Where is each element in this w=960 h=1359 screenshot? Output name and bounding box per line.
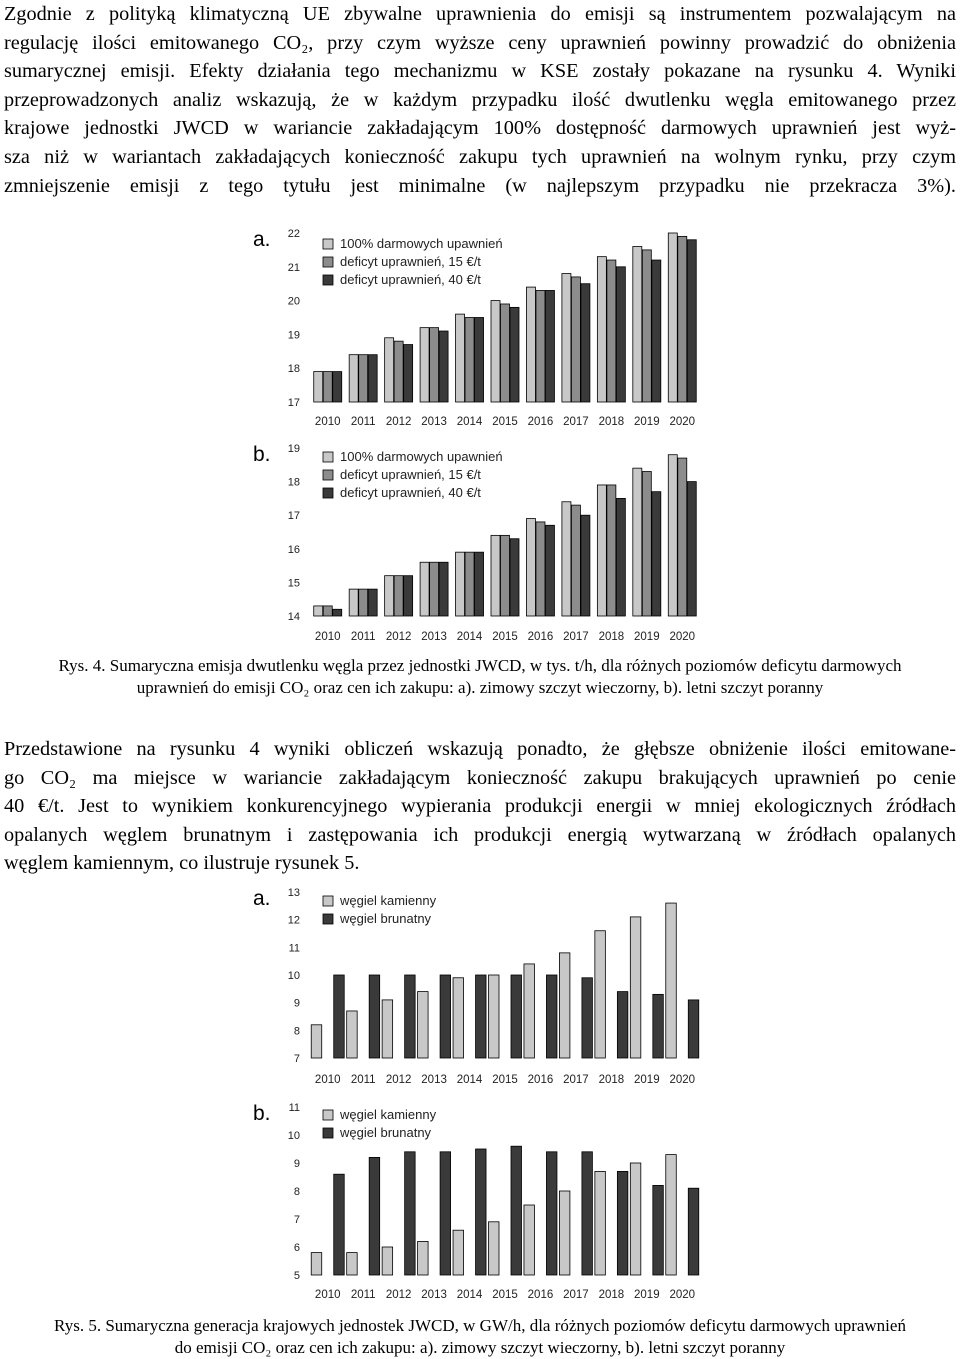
paragraph-1-line: przeprowadzonych analiz wskazują, że w każdym przypadku ilość dwutlenku węgla emitowanego przez	[4, 88, 956, 111]
x-tick-label: 2019	[634, 1074, 660, 1086]
bar	[456, 314, 465, 402]
bar	[394, 341, 403, 402]
bar	[546, 975, 557, 1058]
legend-swatch	[323, 914, 333, 924]
x-tick-label: 2011	[350, 1289, 376, 1301]
x-tick-label: 2018	[598, 1289, 625, 1301]
figure-5-caption-line: Rys. 5. Sumaryczna generacja krajowych jednostek JWCD, w GW/h, dla różnych poziomów deficytu darmowych uprawnień	[54, 1316, 906, 1335]
bar	[652, 492, 661, 616]
bar	[385, 338, 394, 402]
paragraph-1-line: Zgodnie z polityką klimatyczną UE zbywalne uprawnienia do emisji są instrumentem pozwalającym na	[4, 3, 956, 25]
y-tick-label: 16	[287, 543, 300, 556]
bar	[349, 355, 358, 402]
legend-swatch	[323, 452, 333, 462]
bar	[510, 539, 519, 616]
x-tick-label: 2015	[492, 1289, 518, 1301]
bar	[545, 525, 554, 616]
bar	[524, 964, 535, 1058]
legend-swatch	[323, 1128, 333, 1138]
bar	[368, 589, 377, 616]
bar	[559, 1191, 570, 1275]
bar	[439, 331, 448, 402]
paragraph-1-line: krajowe jednostki JWCD w wariancie zakładającym 100% dostępność darmowych uprawnień jest wyż-	[4, 117, 956, 140]
bar	[333, 372, 342, 402]
x-tick-label: 2013	[421, 631, 447, 643]
x-tick-label: 2011	[350, 631, 376, 643]
x-tick-label: 2013	[421, 416, 447, 428]
bar	[545, 290, 554, 402]
legend-label: deficyt uprawnień, 40 €/t	[340, 485, 481, 500]
bar	[465, 318, 474, 403]
y-tick-label: 7	[293, 1214, 300, 1226]
bar	[420, 562, 429, 616]
y-tick-label: 11	[288, 942, 300, 955]
bar	[630, 917, 641, 1058]
y-tick-label: 12	[287, 914, 300, 927]
y-tick-label: 18	[287, 363, 300, 376]
bar	[571, 277, 580, 402]
bar	[653, 1185, 664, 1275]
bar	[430, 562, 439, 616]
bar	[536, 522, 545, 616]
bar	[475, 318, 484, 403]
x-tick-label: 2019	[634, 1289, 660, 1301]
bar	[311, 1025, 322, 1058]
bar	[616, 267, 625, 402]
bar	[439, 562, 448, 616]
x-tick-label: 2020	[669, 1289, 696, 1301]
bar	[420, 328, 429, 402]
bar	[597, 485, 606, 616]
y-tick-label: 8	[293, 1186, 300, 1198]
legend-swatch	[323, 470, 333, 480]
x-tick-label: 2012	[385, 1074, 412, 1086]
x-tick-label: 2017	[563, 1289, 589, 1301]
x-tick-label: 2013	[421, 1289, 447, 1301]
x-tick-label: 2011	[350, 416, 376, 428]
bar	[510, 307, 519, 402]
legend-swatch	[323, 896, 333, 906]
bar	[687, 482, 696, 616]
y-tick-label: 13	[287, 887, 300, 899]
x-tick-label: 2020	[669, 416, 696, 428]
bar	[595, 931, 606, 1058]
legend-label: węgiel kamienny	[340, 1107, 437, 1122]
bar	[489, 1222, 500, 1275]
y-tick-label: 8	[293, 1025, 300, 1038]
bar	[581, 284, 590, 402]
paragraph-1-line: zmniejszenie emisji z tego tytułu jest minimalne (w najlepszym przypadku nie przekracza 3%).	[4, 174, 956, 197]
x-tick-label: 2014	[456, 1074, 483, 1086]
x-tick-label: 2012	[385, 1289, 412, 1301]
bar	[382, 1000, 393, 1058]
bar	[334, 975, 345, 1058]
y-tick-label: 17	[287, 510, 300, 523]
bar	[334, 1174, 345, 1275]
paragraph-1-line: regulację ilości emitowanego CO₂, przy czym wyższe ceny uprawnień powinny prowadzić do obniżenia	[4, 31, 956, 54]
figure-4-caption-line: Rys. 4. Sumaryczna emisja dwutlenku węgla przez jednostki JWCD, w tys. t/h, dla różnych poziomów deficytu darmowych	[58, 656, 902, 675]
bar	[688, 1000, 699, 1058]
paragraph-2-line: Przedstawione na rysunku 4 wyniki obliczeń wskazują ponadto, że głębsze obniżenie ilości emitowane-	[4, 738, 956, 760]
bar	[489, 975, 500, 1058]
bar	[323, 606, 332, 616]
bar	[456, 552, 465, 616]
panel-letter: b.	[253, 443, 271, 466]
bar	[369, 1157, 380, 1275]
bar	[607, 485, 616, 616]
bar	[440, 975, 451, 1058]
x-tick-label: 2014	[456, 631, 483, 643]
y-tick-label: 7	[293, 1053, 300, 1065]
x-tick-label: 2018	[598, 416, 625, 428]
x-tick-label: 2010	[314, 1074, 341, 1086]
bar	[491, 301, 500, 402]
bar	[652, 260, 661, 402]
bar	[559, 953, 570, 1058]
bar	[668, 233, 677, 402]
x-tick-label: 2016	[527, 631, 554, 643]
y-tick-label: 21	[287, 261, 300, 274]
y-tick-label: 15	[287, 577, 300, 590]
bar	[368, 355, 377, 402]
x-tick-label: 2016	[527, 1289, 554, 1301]
bar	[476, 975, 487, 1058]
paragraph-2-line: go CO₂ ma miejsce w wariancie zakładającym konieczność zakupu brakujących uprawnień po cenie	[4, 766, 956, 789]
bar	[526, 287, 535, 402]
panel-letter: a.	[253, 228, 271, 251]
bar	[546, 1152, 557, 1275]
bar	[633, 247, 642, 402]
bar	[453, 1230, 464, 1275]
x-tick-label: 2016	[527, 416, 554, 428]
bar	[511, 1146, 522, 1275]
x-tick-label: 2019	[634, 631, 660, 643]
bar	[616, 498, 625, 616]
paragraph-2-line: 40 €/t. Jest to wynikiem konkurencyjnego wypierania produkcji energii w mniej ekologicznych źródłach	[4, 795, 956, 818]
bar	[314, 606, 323, 616]
bar	[347, 1253, 358, 1275]
bar	[607, 260, 616, 402]
legend-swatch	[323, 257, 333, 267]
legend-label: 100% darmowych upawnień	[340, 449, 503, 464]
y-tick-label: 10	[287, 970, 300, 982]
bar	[501, 304, 510, 402]
y-tick-label: 5	[293, 1270, 300, 1282]
bar	[653, 994, 664, 1058]
bar	[404, 576, 413, 616]
panel-letter: b.	[253, 1102, 271, 1125]
y-tick-label: 14	[287, 611, 300, 623]
x-tick-label: 2010	[314, 1289, 341, 1301]
y-tick-label: 17	[287, 397, 300, 409]
bar	[524, 1205, 535, 1275]
bar	[501, 535, 510, 616]
bar	[642, 250, 651, 402]
y-tick-label: 20	[287, 295, 300, 308]
bar	[333, 609, 342, 616]
legend-label: węgiel kamienny	[340, 893, 437, 908]
x-tick-label: 2013	[421, 1074, 447, 1086]
x-tick-label: 2010	[314, 631, 341, 643]
x-tick-label: 2014	[456, 416, 483, 428]
y-tick-label: 9	[293, 1158, 300, 1170]
bar	[642, 472, 651, 616]
legend-label: 100% darmowych upawnień	[340, 236, 503, 251]
bar	[349, 589, 358, 616]
bar	[430, 328, 439, 402]
bar	[440, 1152, 451, 1275]
bar	[630, 1163, 641, 1275]
y-tick-label: 10	[287, 1130, 300, 1142]
x-tick-label: 2010	[314, 416, 341, 428]
x-tick-label: 2017	[563, 1074, 589, 1086]
bar	[687, 240, 696, 402]
x-tick-label: 2017	[563, 416, 589, 428]
bar	[581, 515, 590, 616]
bar	[597, 257, 606, 402]
bar	[678, 236, 687, 402]
bar	[582, 978, 593, 1058]
paragraph-2-line: opalanych węglem brunatnym i zastępowania ich produkcji energią wytwarzaną w źródłach opalanych	[4, 823, 956, 846]
x-tick-label: 2020	[669, 1074, 696, 1086]
bar	[453, 978, 464, 1058]
bar	[418, 1241, 429, 1275]
legend-label: deficyt uprawnień, 15 €/t	[340, 254, 481, 269]
paragraph-2-line: węglem kamiennym, co ilustruje rysunek 5.	[4, 852, 360, 875]
panel-letter: a.	[253, 887, 271, 910]
figure-5-caption	[0, 1315, 960, 1358]
bar	[582, 1152, 593, 1275]
legend-label: węgiel brunatny	[340, 911, 432, 926]
x-tick-label: 2015	[492, 416, 518, 428]
y-tick-label: 19	[287, 329, 300, 342]
bar	[562, 274, 571, 402]
bar	[562, 502, 571, 616]
paragraph-1-line: sumarycznej emisji. Efekty działania tego mechanizmu w KSE zostały pokazane na rysunku 4. Wyniki	[4, 60, 956, 83]
legend-label: deficyt uprawnień, 40 €/t	[340, 272, 481, 287]
bar	[536, 290, 545, 402]
bar	[475, 552, 484, 616]
x-tick-label: 2018	[598, 631, 625, 643]
x-tick-label: 2015	[492, 1074, 518, 1086]
legend-swatch	[323, 488, 333, 498]
bar	[511, 975, 522, 1058]
bar	[369, 975, 380, 1058]
bar	[668, 455, 677, 616]
x-tick-label: 2019	[634, 416, 660, 428]
legend-swatch	[323, 1110, 333, 1120]
y-tick-label: 6	[293, 1242, 300, 1254]
bar	[405, 1152, 416, 1275]
x-tick-label: 2014	[456, 1289, 483, 1301]
bar	[359, 355, 368, 402]
bar	[404, 345, 413, 402]
x-tick-label: 2012	[385, 416, 412, 428]
x-tick-label: 2011	[350, 1074, 376, 1086]
paragraph-2	[4, 735, 956, 878]
bar	[678, 458, 687, 616]
bar	[465, 552, 474, 616]
bar	[491, 535, 500, 616]
x-tick-label: 2012	[385, 631, 412, 643]
y-tick-label: 22	[287, 228, 300, 240]
figure-4-caption-line: uprawnień do emisji CO₂ oraz cen ich zakupu: a). zimowy szczyt wieczorny, b). letni szczyt poranny	[136, 677, 824, 697]
bar	[311, 1253, 322, 1275]
bar	[394, 576, 403, 616]
y-tick-label: 19	[287, 443, 300, 455]
bar	[688, 1188, 699, 1275]
legend-label: węgiel brunatny	[340, 1125, 432, 1140]
bar	[382, 1247, 393, 1275]
bar	[347, 1011, 358, 1058]
figure-4-caption	[0, 655, 960, 698]
y-tick-label: 18	[287, 476, 300, 489]
bar	[617, 1171, 628, 1275]
x-tick-label: 2015	[492, 631, 518, 643]
bar	[359, 589, 368, 616]
bar	[666, 903, 677, 1058]
bar	[405, 975, 416, 1058]
x-tick-label: 2018	[598, 1074, 625, 1086]
y-tick-label: 9	[293, 997, 300, 1010]
x-tick-label: 2020	[669, 631, 696, 643]
legend-label: deficyt uprawnień, 15 €/t	[340, 467, 481, 482]
legend-swatch	[323, 275, 333, 285]
bar	[418, 992, 429, 1058]
figure-5-caption-line: do emisji CO₂ oraz cen ich zakupu: a). zimowy szczyt wieczorny, b). letni szczyt poranny	[174, 1337, 786, 1357]
bar	[571, 505, 580, 616]
paragraph-1-line: sza niż w wariantach zakładających konieczność zakupu tych uprawnień na wolnym rynku, przy czym	[4, 145, 956, 168]
bar	[314, 372, 323, 402]
bar	[617, 992, 628, 1058]
x-tick-label: 2017	[563, 631, 589, 643]
bar	[595, 1171, 606, 1275]
x-tick-label: 2016	[527, 1074, 554, 1086]
bar	[666, 1155, 677, 1275]
legend-swatch	[323, 239, 333, 249]
bar	[476, 1149, 487, 1275]
bar	[526, 519, 535, 616]
bar	[633, 468, 642, 616]
y-tick-label: 11	[288, 1102, 300, 1114]
bar	[385, 576, 394, 616]
bar	[323, 372, 332, 402]
